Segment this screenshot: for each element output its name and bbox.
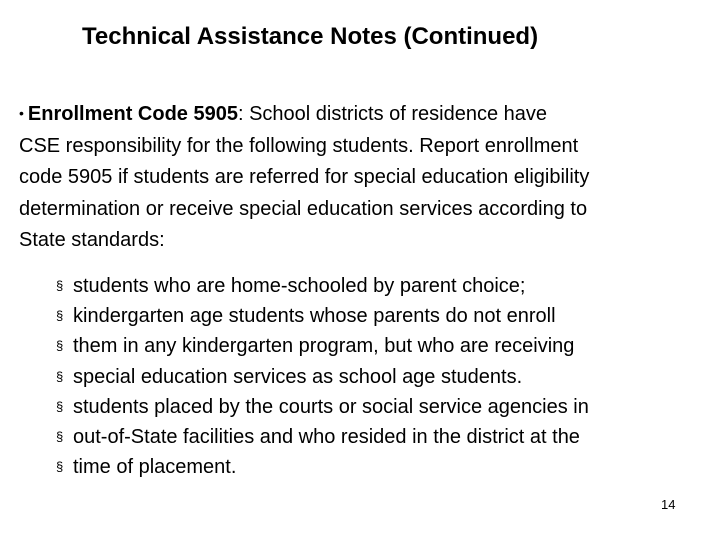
section-marker-icon: §: [56, 429, 64, 445]
list-item: [56, 452, 589, 482]
section-marker-icon: §: [56, 338, 64, 354]
section-marker-icon: §: [56, 368, 64, 384]
main-bullet-paragraph: [19, 98, 719, 257]
list-item-text: them in any kindergarten program, but who are receiving: [73, 335, 575, 358]
list-item: [56, 362, 589, 392]
main-bullet-line: code 5905 if students are referred for special education eligibility: [19, 166, 590, 188]
page-number: 14: [661, 497, 676, 512]
list-item-text: students placed by the courts or social service agencies in: [73, 395, 589, 418]
section-marker-icon: §: [56, 278, 64, 293]
sub-bullet-list: [56, 271, 589, 482]
main-bullet-text: : School districts of residence have: [237, 103, 548, 125]
list-item-text: students who are home-schooled by parent choice;: [73, 275, 526, 297]
section-marker-icon: §: [56, 459, 64, 475]
bullet-dot-icon: •: [19, 105, 24, 121]
list-item: [56, 301, 589, 331]
main-bullet-line: determination or receive special education services according to: [19, 197, 588, 220]
list-item: [56, 392, 589, 422]
list-item: [56, 422, 589, 452]
list-item-text: kindergarten age students whose parents do not enroll: [73, 305, 556, 328]
main-bullet-line: CSE responsibility for the following students. Report enrollment: [19, 134, 579, 157]
main-bullet-line: [19, 98, 719, 131]
section-marker-icon: §: [56, 308, 64, 324]
section-marker-icon: §: [56, 398, 64, 414]
list-item-text: time of placement.: [73, 456, 237, 479]
list-item: [56, 331, 589, 361]
list-item-text: out-of-State facilities and who resided in the district at the: [73, 426, 580, 449]
enrollment-code-label: Enrollment Code 5905: [27, 103, 238, 125]
slide-title: Technical Assistance Notes (Continued): [82, 23, 539, 50]
main-bullet-line: State standards:: [19, 229, 165, 251]
list-item: [56, 271, 589, 301]
list-item-text: special education services as school age students.: [73, 365, 523, 388]
